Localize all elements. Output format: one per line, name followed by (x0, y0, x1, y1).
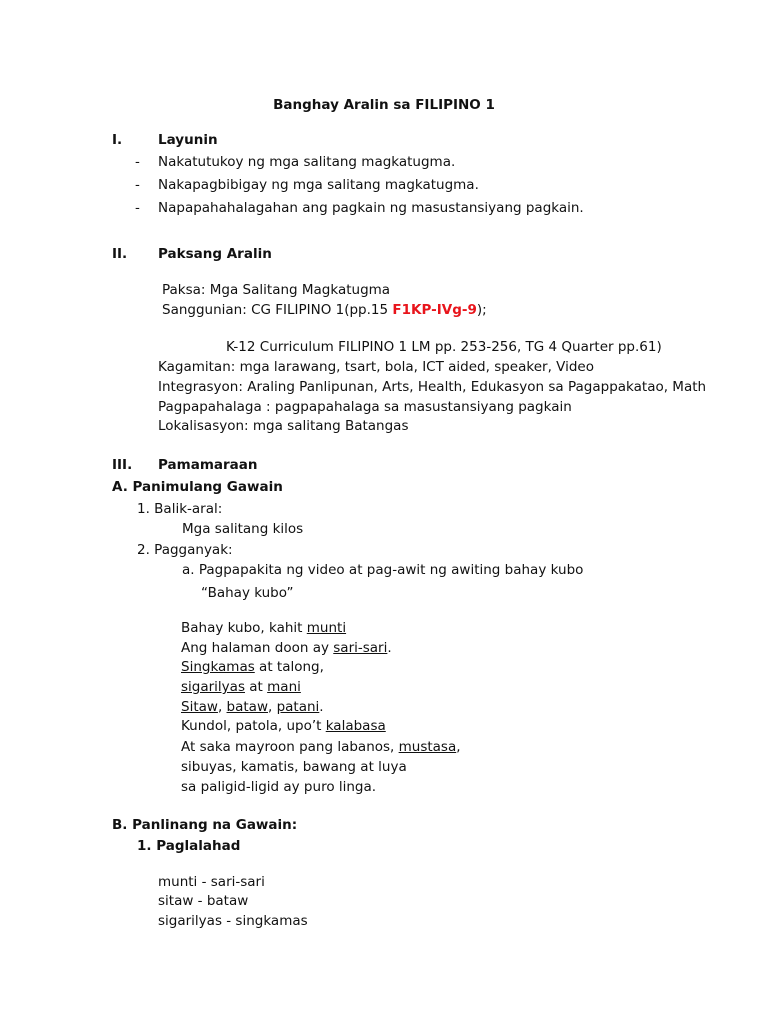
lyric-line (181, 737, 461, 757)
lyric-underlined: bataw (226, 699, 268, 715)
section-1-heading: Layunin (158, 132, 218, 148)
paglalahad-heading: 1. Paglalahad (137, 838, 241, 854)
bullet-dash: - (135, 177, 140, 193)
lyric-underlined: Singkamas (181, 659, 255, 675)
lyric-line (181, 697, 324, 717)
sanggunian-prefix: Sanggunian: CG FILIPINO 1(pp.15 (162, 302, 393, 318)
lyric-line (181, 638, 392, 658)
lyric-text: at (244, 679, 268, 695)
section-2-number: II. (112, 246, 128, 262)
objective-item: Nakapagbibigay ng mga salitang magkatugma. (158, 177, 479, 193)
balik-aral-text: Mga salitang kilos (182, 521, 304, 537)
lyric-underlined: patani (276, 699, 320, 715)
sanggunian-suffix: ); (476, 302, 487, 318)
lyric-line (181, 677, 301, 697)
bullet-dash: - (135, 200, 140, 216)
objective-item: Nakatutukoy ng mga salitang magkatugma. (158, 154, 456, 170)
lyric-text: . (319, 699, 324, 715)
rhyme-pair: munti - sari-sari (158, 874, 265, 890)
lyric-line (181, 618, 346, 638)
section-2-heading: Paksang Aralin (158, 246, 272, 262)
lyric-text: Bahay kubo, kahit (181, 620, 307, 636)
lyric-underlined: Sitaw (181, 699, 218, 715)
rhyme-pair: sigarilyas - singkamas (158, 913, 308, 929)
curriculum-code: F1KP-IVg-9 (392, 302, 477, 318)
lyric-text: Ang halaman doon ay (181, 640, 334, 656)
lyric-text: . (387, 640, 392, 656)
paksa-line: Paksa: Mga Salitang Magkatugma (162, 282, 391, 298)
lyric-text: at talong, (254, 659, 324, 675)
lyric-underlined: kalabasa (325, 718, 386, 734)
song-title: “Bahay kubo” (201, 585, 294, 601)
lyric-underlined: mani (267, 679, 301, 695)
part-b-heading: B. Panlinang na Gawain: (112, 817, 298, 833)
document-title: Banghay Aralin sa FILIPINO 1 (273, 97, 495, 113)
pagganyak-label: 2. Pagganyak: (137, 542, 233, 558)
lyric-text: At saka mayroon pang labanos, (181, 739, 399, 755)
lyric-line (181, 716, 386, 736)
integrasyon-line: Integrasyon: Araling Panlipunan, Arts, Health, Edukasyon sa Pagappakatao, Math (158, 379, 707, 395)
pagganyak-item: a. Pagpapakita ng video at pag-awit ng awiting bahay kubo (182, 562, 584, 578)
lyric-underlined: sari-sari (333, 640, 388, 656)
lyric-underlined: mustasa (398, 739, 457, 755)
objective-item: Napapahahalagahan ang pagkain ng masustansiyang pagkain. (158, 200, 584, 216)
lyric-text: , (456, 739, 461, 755)
lyric-text: , (217, 699, 227, 715)
lyric-text: Kundol, patola, upo’t (181, 718, 326, 734)
pagpapahalaga-line: Pagpapahalaga : pagpapahalaga sa masustansiyang pagkain (158, 399, 572, 415)
section-3-number: III. (112, 457, 133, 473)
bullet-dash: - (135, 154, 140, 170)
k12-line: K-12 Curriculum FILIPINO 1 LM pp. 253-256, TG 4 Quarter pp.61) (226, 339, 662, 355)
lyric-underlined: munti (306, 620, 347, 636)
section-1-number: I. (112, 132, 123, 148)
rhyme-pair: sitaw - bataw (158, 893, 249, 909)
lokalisasyon-line: Lokalisasyon: mga salitang Batangas (158, 418, 409, 434)
lyric-line: sibuyas, kamatis, bawang at luya (181, 759, 407, 775)
section-3-heading: Pamamaraan (158, 457, 258, 473)
part-a-heading: A. Panimulang Gawain (112, 479, 283, 495)
lyric-underlined: sigarilyas (181, 679, 245, 695)
balik-aral-label: 1. Balik-aral: (137, 501, 223, 517)
lyric-line (181, 657, 324, 677)
sanggunian-line (162, 300, 487, 320)
kagamitan-line: Kagamitan: mga larawang, tsart, bola, ICT aided, speaker, Video (158, 359, 594, 375)
lyric-line: sa paligid-ligid ay puro linga. (181, 779, 377, 795)
lyric-text: , (267, 699, 277, 715)
